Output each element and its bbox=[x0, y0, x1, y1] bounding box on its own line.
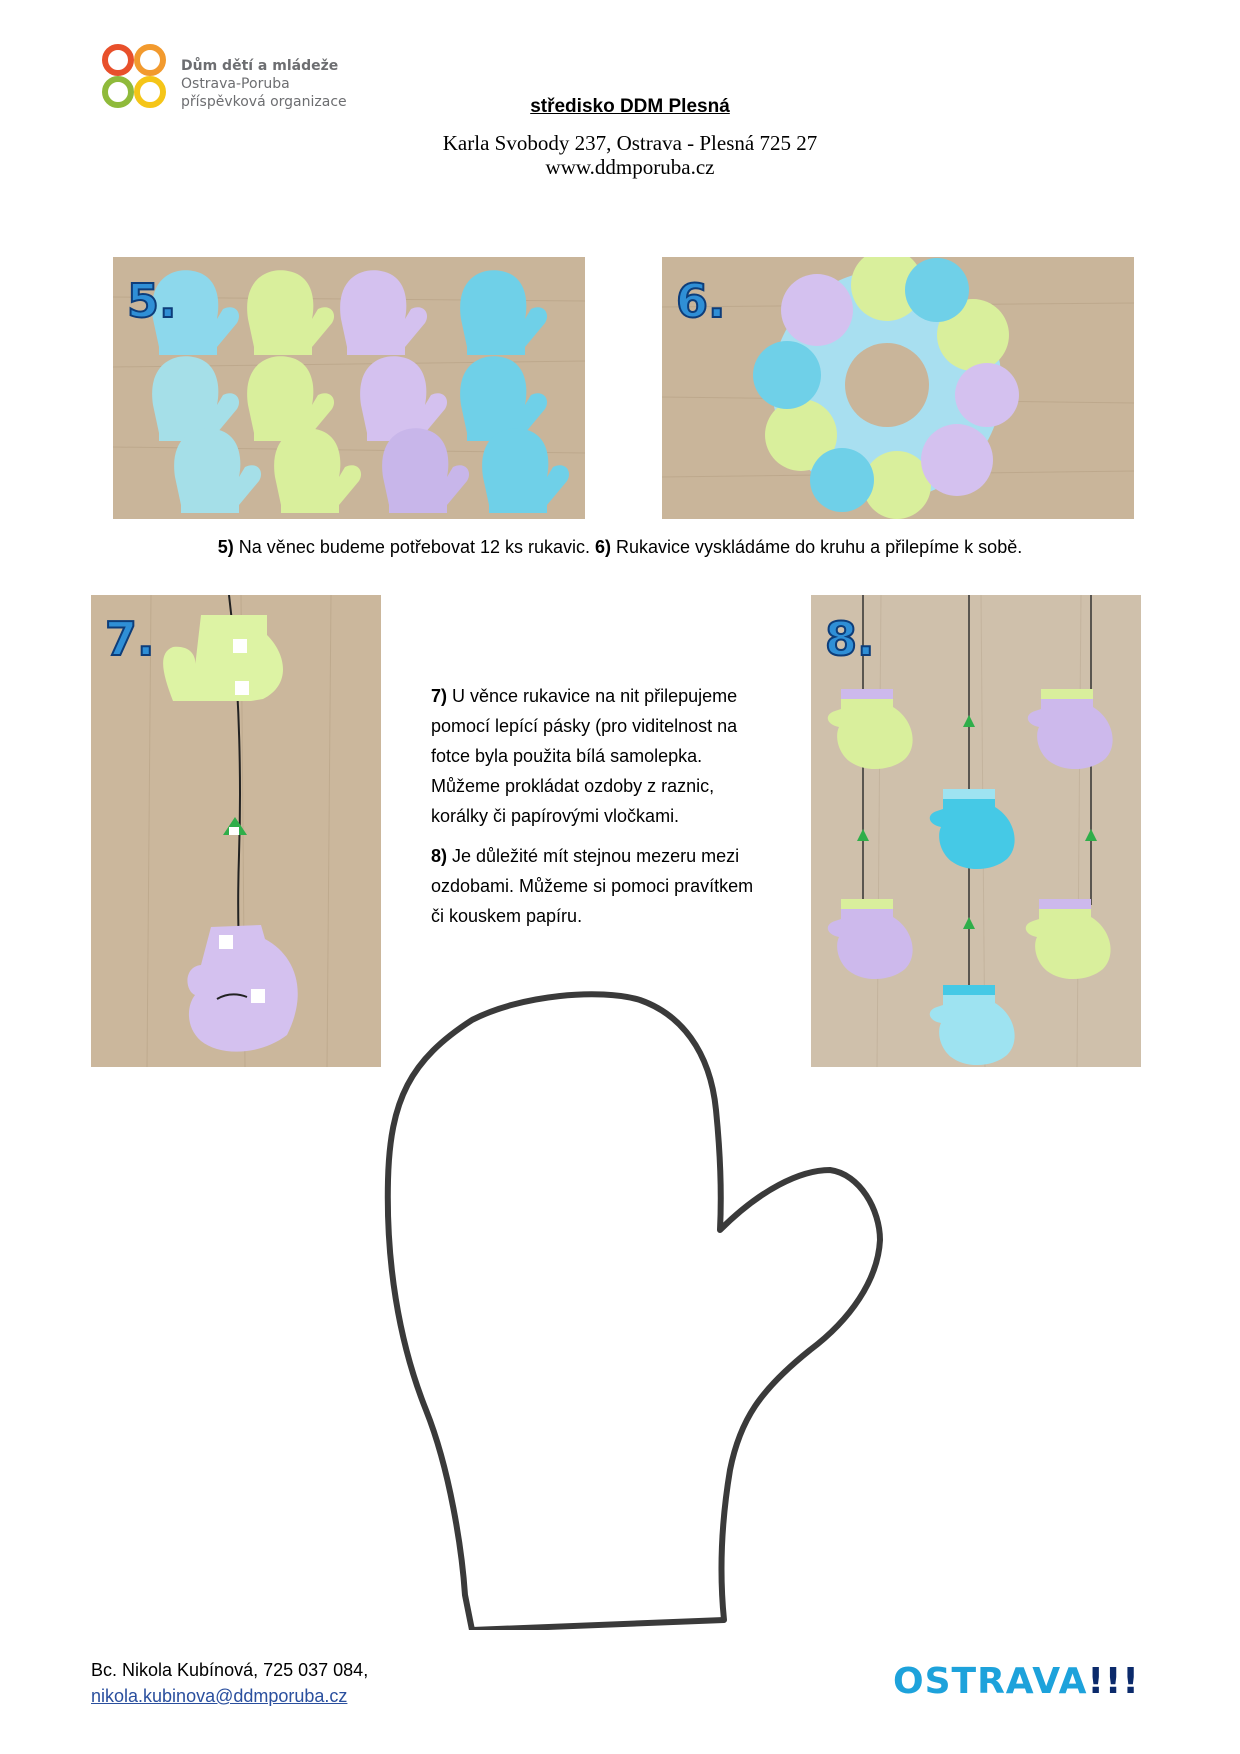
address-block bbox=[0, 131, 1240, 179]
brand-suffix: !!! bbox=[1087, 1661, 1140, 1702]
page-title: středisko DDM Plesná bbox=[530, 96, 730, 117]
step-6-number: 6) bbox=[595, 537, 612, 557]
step-8-text: Je důležité mít stejnou mezeru mezi ozdobami. Můžeme si pomoci pravítkem či kouskem papíru. bbox=[431, 846, 754, 926]
step-5-text: Na věnec budeme potřebovat 12 ks rukavic. bbox=[233, 537, 595, 557]
photo-7-label: 7. bbox=[105, 612, 155, 666]
brand-name: OSTRAVA bbox=[893, 1661, 1088, 1702]
instructions-text bbox=[431, 681, 771, 941]
org-name-line3: příspěvková organizace bbox=[181, 94, 347, 110]
caption-steps-5-6 bbox=[0, 537, 1240, 558]
org-name-line2: Ostrava-Poruba bbox=[181, 76, 290, 92]
photo-6-label: 6. bbox=[676, 274, 726, 328]
photo-step-6 bbox=[662, 257, 1134, 519]
address: Karla Svobody 237, Ostrava - Plesná 725 27 bbox=[442, 131, 818, 155]
step-8-paragraph bbox=[431, 841, 771, 931]
step-7-text: U věnce rukavice na nit přilepujeme pomocí lepící pásky (pro viditelnost na fotce byla použita bílá samolepka. Můžeme prokládat ozdoby z raznic, korálky či papírovými vločkami. bbox=[431, 686, 738, 826]
photo-step-7 bbox=[91, 595, 381, 1067]
step-7-paragraph bbox=[431, 681, 771, 831]
step-8-number: 8) bbox=[431, 846, 448, 866]
mitten-template-outline bbox=[380, 990, 960, 1630]
org-name-line1: Dům dětí a mládeže bbox=[181, 58, 339, 74]
author-line: Bc. Nikola Kubínová, 725 037 084, bbox=[91, 1660, 369, 1680]
step-6-text: Rukavice vyskládáme do kruhu a přilepíme k sobě. bbox=[611, 537, 1023, 557]
photo-5-label: 5. bbox=[127, 274, 177, 328]
ostrava-brand-logo bbox=[893, 1661, 1140, 1702]
photo-step-5 bbox=[113, 257, 585, 519]
footer-contact bbox=[91, 1657, 368, 1709]
step-5-number: 5) bbox=[217, 537, 234, 557]
email-link[interactable]: nikola.kubinova@ddmporuba.cz bbox=[91, 1686, 348, 1706]
website: www.ddmporuba.cz bbox=[545, 155, 715, 179]
photo-8-label: 8. bbox=[825, 612, 875, 666]
step-7-number: 7) bbox=[431, 686, 448, 706]
